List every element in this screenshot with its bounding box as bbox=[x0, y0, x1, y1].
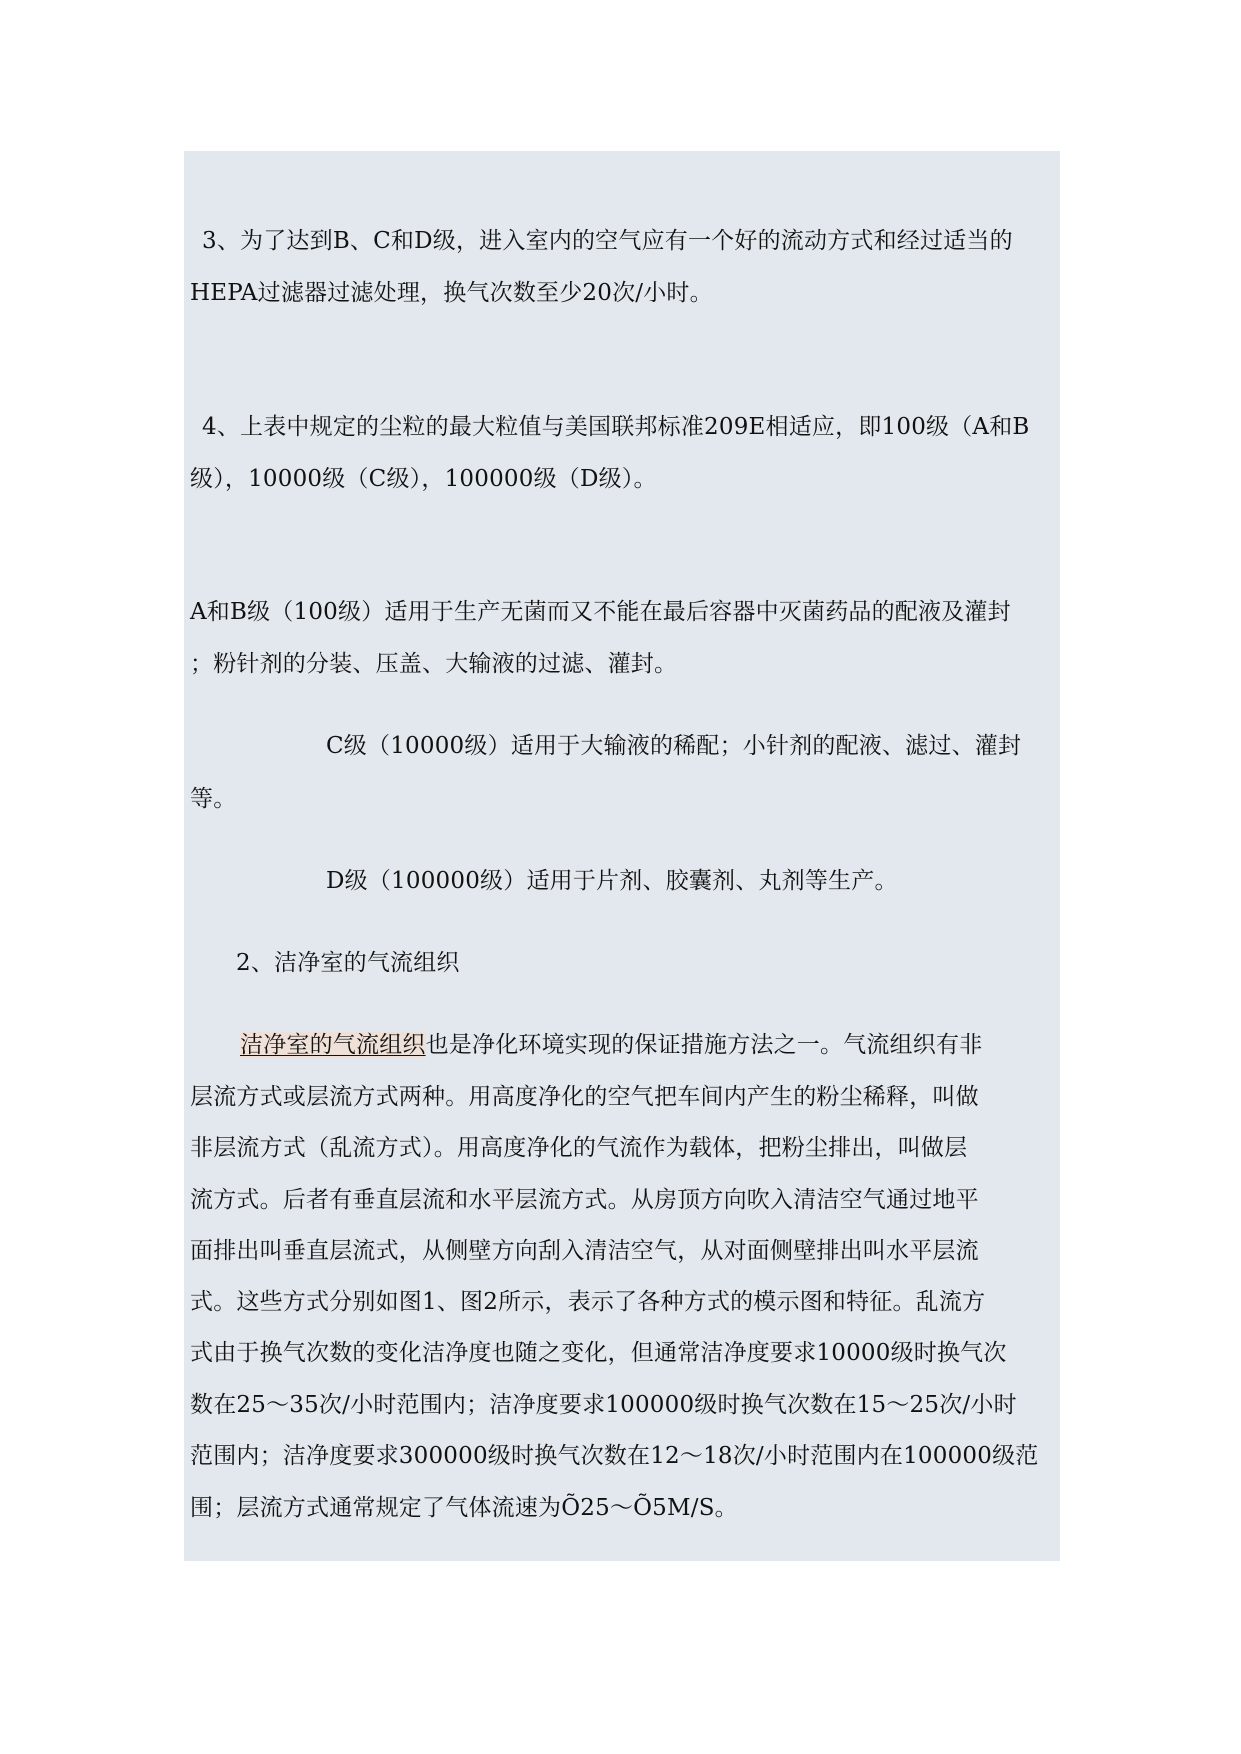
paragraph-4-line-1: 4、上表中规定的尘粒的最大粒值与美国联邦标准209E相适应，即100级（A和B bbox=[202, 414, 1030, 440]
grade-ab-line-1: A和B级（100级）适用于生产无菌而又不能在最后容器中灭菌药品的配液及灌封 bbox=[190, 599, 1011, 625]
grade-d-line-1: D级（100000级）适用于片剂、胶囊剂、丸剂等生产。 bbox=[326, 868, 898, 894]
grade-c-line-2: 等。 bbox=[190, 786, 237, 812]
airflow-paragraph-line-2: 层流方式或层流方式两种。用高度净化的空气把车间内产生的粉尘稀释，叫做 bbox=[190, 1084, 979, 1110]
airflow-paragraph-line-1 bbox=[240, 1030, 982, 1060]
paragraph-3-line-1: 3、为了达到B、C和D级，进入室内的空气应有一个好的流动方式和经过适当的 bbox=[202, 228, 1013, 254]
cleanroom-airflow-link[interactable]: 洁净室的气流组织 bbox=[240, 1032, 426, 1058]
airflow-paragraph-line-3: 非层流方式（乱流方式）。用高度净化的气流作为载体，把粉尘排出，叫做层 bbox=[190, 1135, 968, 1161]
grade-c-line-1: C级（10000级）适用于大输液的稀配；小针剂的配液、滤过、灌封 bbox=[326, 733, 1022, 759]
paragraph-4-line-2: 级），10000级（C级），100000级（D级）。 bbox=[190, 466, 657, 492]
airflow-paragraph-line-9: 范围内；洁净度要求300000级时换气次数在12～18次/小时范围内在100000级范 bbox=[190, 1443, 1039, 1469]
airflow-paragraph-line-4: 流方式。后者有垂直层流和水平层流方式。从房顶方向吹入清洁空气通过地平 bbox=[190, 1187, 979, 1213]
airflow-paragraph-line-1-rest: 也是净化环境实现的保证措施方法之一。气流组织有非 bbox=[425, 1032, 983, 1058]
grade-ab-line-2: ；粉针剂的分装、压盖、大输液的过滤、灌封。 bbox=[190, 651, 678, 677]
airflow-paragraph-line-8: 数在25～35次/小时范围内；洁净度要求100000级时换气次数在15～25次/小时 bbox=[190, 1392, 1017, 1418]
paragraph-3-line-2: HEPA过滤器过滤处理，换气次数至少20次/小时。 bbox=[190, 280, 713, 306]
section-heading: 2、洁净室的气流组织 bbox=[236, 950, 460, 976]
airflow-paragraph-line-7: 式由于换气次数的变化洁净度也随之变化，但通常洁净度要求10000级时换气次 bbox=[190, 1340, 1007, 1366]
airflow-paragraph-line-5: 面排出叫垂直层流式，从侧壁方向刮入清洁空气，从对面侧壁排出叫水平层流 bbox=[190, 1238, 979, 1264]
airflow-paragraph-line-6: 式。这些方式分别如图1、图2所示，表示了各种方式的模示图和特征。乱流方 bbox=[190, 1289, 986, 1315]
airflow-paragraph-line-10: 围；层流方式通常规定了气体流速为Õ25～Õ5M/S。 bbox=[190, 1495, 738, 1521]
